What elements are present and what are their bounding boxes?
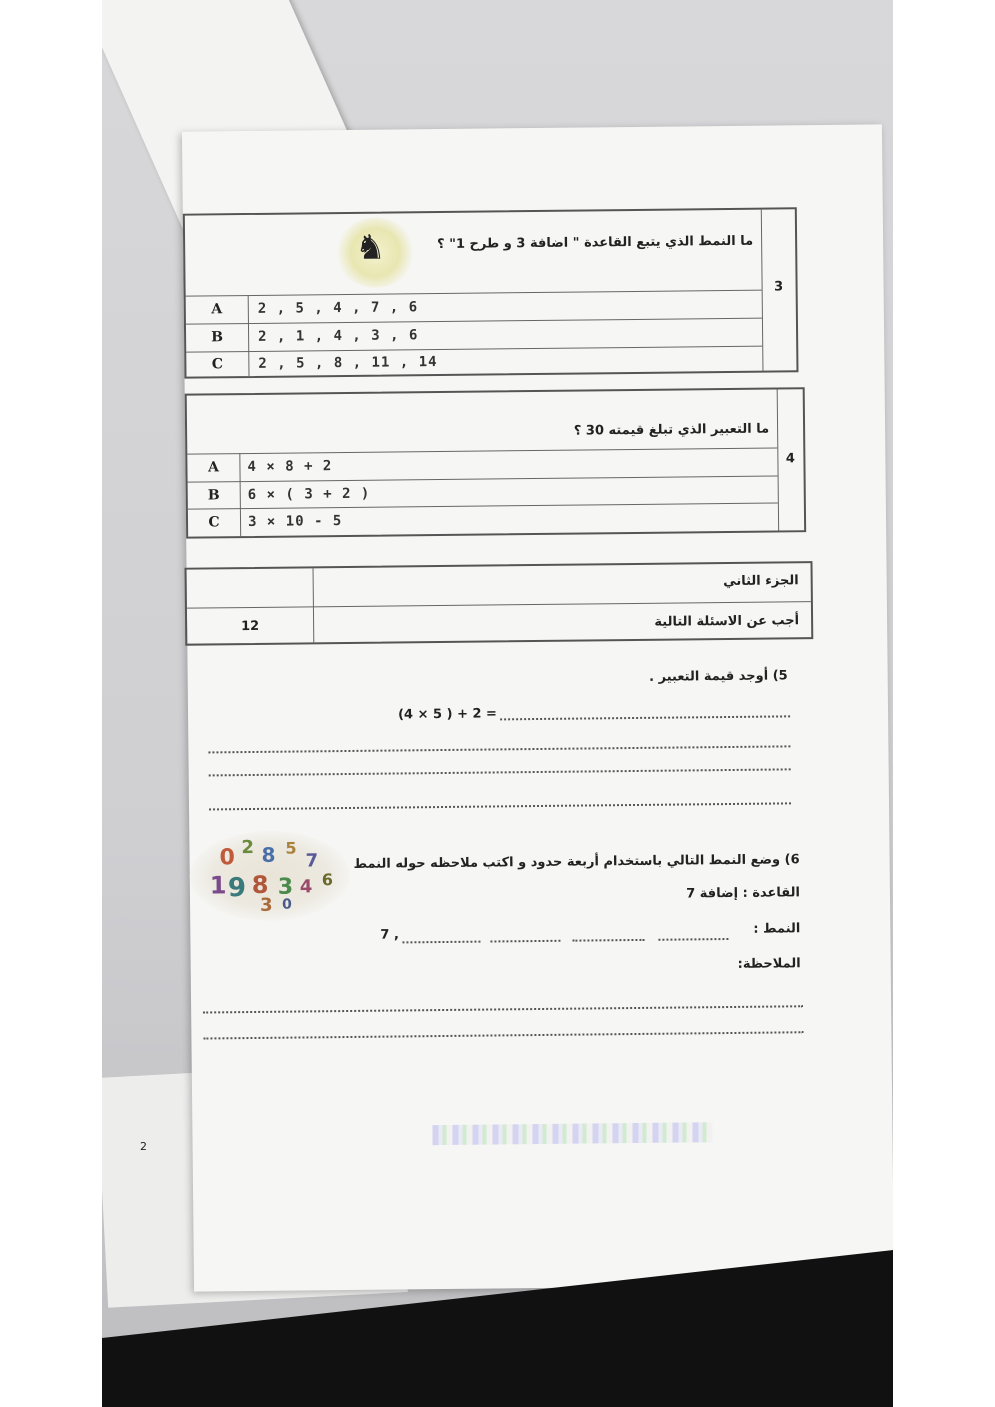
question-4-box bbox=[185, 387, 806, 538]
dragon-clipart bbox=[335, 217, 416, 288]
scan-noise bbox=[432, 1122, 712, 1145]
part-two-title: الجزء الثاني bbox=[723, 573, 799, 590]
pattern-term-3[interactable] bbox=[572, 939, 644, 942]
question-6-label: 6) وضع النمط التالي باستخدام أربعة حدود و اكتب ملاحظه حوله النمط bbox=[353, 852, 800, 872]
question-6-rule: القاعدة : إضافة 7 bbox=[686, 885, 801, 902]
q3-option-c-letter: C bbox=[211, 356, 224, 373]
q4-option-c-value[interactable]: 3 × 10 - 5 bbox=[247, 513, 343, 531]
question-3-box bbox=[183, 207, 799, 378]
numbers-clipart: 0 2 8 5 7 1 9 8 3 4 6 3 0 bbox=[189, 830, 350, 922]
pattern-term-1[interactable] bbox=[402, 941, 480, 944]
question-6-pattern-start: 7 , bbox=[380, 927, 399, 943]
q3-option-c-value[interactable]: 2 , 5 , 8 , 11 , 14 bbox=[258, 354, 438, 372]
q4-option-a-letter: A bbox=[207, 459, 219, 476]
question-3-number: 3 bbox=[773, 279, 784, 295]
question-4-text: ما التعبير الذي تبلغ قيمته 30 ؟ bbox=[573, 421, 770, 439]
question-5-work-line-2[interactable] bbox=[209, 768, 791, 776]
question-5-label: 5) أوجد قيمة التعبير . bbox=[649, 668, 788, 685]
question-5-expression: (4 × 5 ) + 2 = bbox=[397, 706, 497, 723]
q3-option-a-value[interactable]: 2 , 5 , 4 , 7 , 6 bbox=[257, 299, 419, 317]
q4-option-a-value[interactable]: 4 × 8 + 2 bbox=[247, 458, 333, 476]
dragon-icon: ♞ bbox=[354, 227, 386, 268]
q4-option-b-letter: B bbox=[207, 487, 220, 504]
question-3-text: ما النمط الذي يتبع القاعدة " اضافة 3 و طرح 1" ؟ bbox=[437, 233, 754, 253]
q4-option-b-value[interactable]: 6 × ( 3 + 2 ) bbox=[247, 485, 371, 504]
part-two-instruction: أجب عن الاسئلة التالية bbox=[654, 613, 800, 630]
part-two-table bbox=[185, 561, 814, 646]
q4-option-c-letter: C bbox=[208, 514, 220, 531]
question-6-pattern-label: النمط : bbox=[753, 921, 801, 937]
pattern-term-2[interactable] bbox=[490, 940, 560, 943]
pattern-term-4[interactable] bbox=[658, 938, 728, 941]
worksheet-page bbox=[182, 124, 893, 1291]
part-two-score: 12 bbox=[241, 618, 260, 635]
question-6-note-label: الملاحظة: bbox=[737, 956, 801, 972]
q3-option-b-letter: B bbox=[211, 329, 224, 346]
question-5-work-line-3[interactable] bbox=[209, 802, 791, 810]
q3-option-a-letter: A bbox=[211, 301, 223, 318]
q3-option-b-value[interactable]: 2 , 1 , 4 , 3 , 6 bbox=[258, 327, 419, 345]
note-line-2[interactable] bbox=[203, 1031, 803, 1039]
corner-mark: 2 bbox=[140, 1140, 147, 1153]
question-5-work-line-1[interactable] bbox=[208, 745, 790, 753]
question-4-number: 4 bbox=[785, 451, 795, 467]
note-line-1[interactable] bbox=[203, 1005, 803, 1013]
photo-background bbox=[102, 0, 893, 1407]
question-5-answer-line[interactable] bbox=[500, 715, 790, 720]
